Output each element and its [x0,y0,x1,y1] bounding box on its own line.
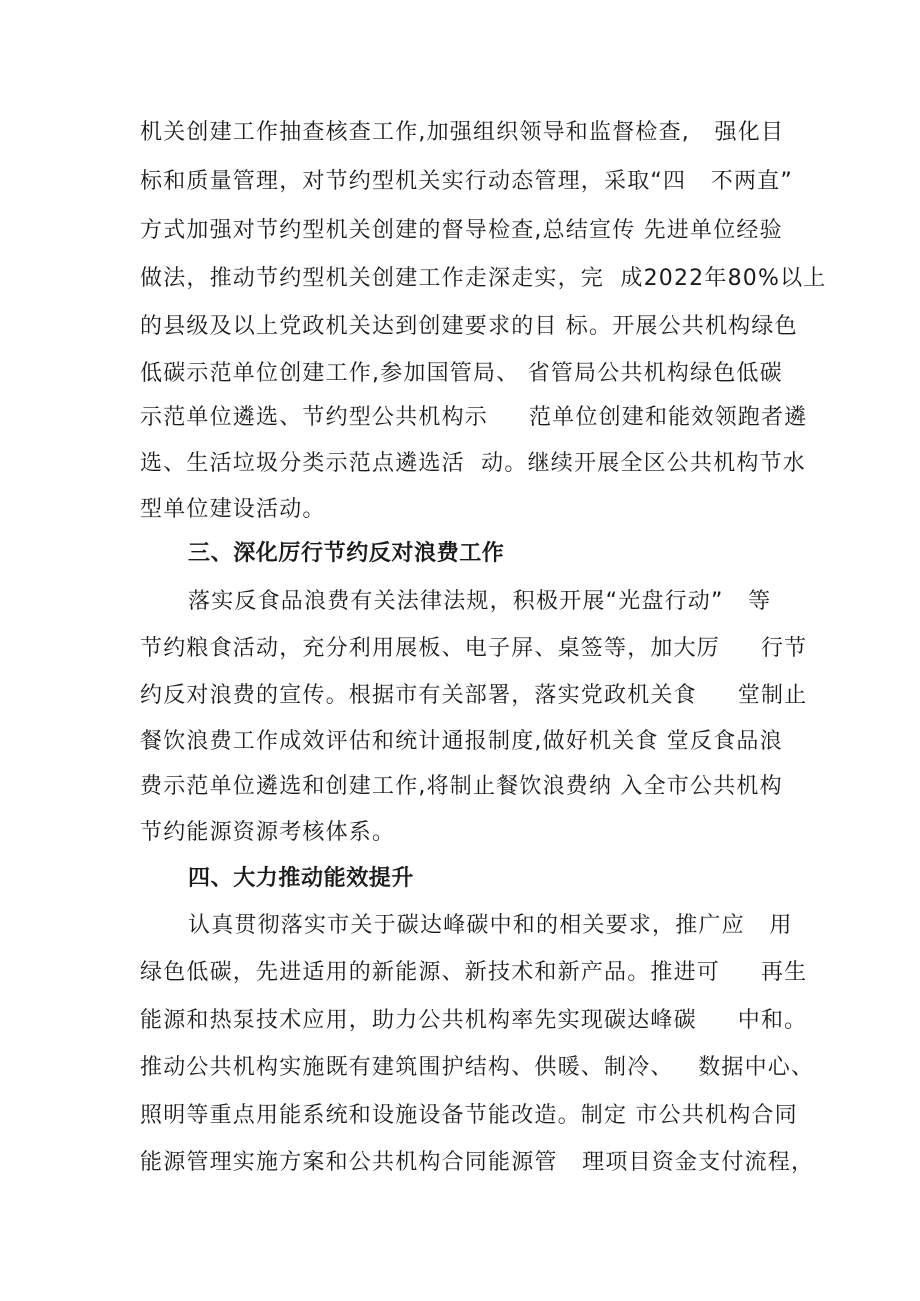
paragraph-2-line-3: 约反对浪费的宣传。根据市有关部署，落实党政机关食 堂制止 [140,683,808,708]
paragraph-1-line-2: 标和质量管理，对节约型机关实行动态管理，采取“四 不两直” [140,169,793,194]
paragraph-3-line-5: 照明等重点用能系统和设施设备节能改造。制定 市公共机构合同 [140,1103,798,1128]
paragraph-2-line-5: 费示范单位遴选和创建工作,将制止餐饮浪费纳 入全市公共机构 [140,774,783,799]
paragraph-3-line-1: 认真贯彻落实市关于碳达峰碳中和的相关要求，推广应 用 [188,913,793,938]
paragraph-1-line-1: 机关创建工作抽查核查工作,加强组织领导和监督检查, 强化目 [140,120,785,145]
paragraph-1-line-3: 方式加强对节约型机关创建的督导检查,总结宣传 先进单位经验 [140,218,783,243]
paragraph-3-line-6: 能源管理实施方案和公共机构合同能源管 理项目资金支付流程， [140,1150,815,1175]
paragraph-3-line-2: 绿色低碳，先进适用的新能源、新技术和新产品。推进可 再生 [140,960,808,985]
paragraph-1-line-7: 示范单位遴选、节约型公共机构示 范单位创建和能效领跑者遴 [140,405,808,430]
paragraph-1-line-8: 选、生活垃圾分类示范点遴选活 动。继续开展全区公共机构节水 [140,451,806,476]
paragraph-1-line-9: 型单位建设活动。 [140,497,326,522]
paragraph-1-line-5: 的县级及以上党政机关达到创建要求的目 标。开展公共机构绿色 [140,314,798,339]
paragraph-1-line-4: 做法，推动节约型机关创建工作走深走实，完 成2022年80%以上 [140,266,827,291]
paragraph-3-line-4: 推动公共机构实施既有建筑围护结构、供暖、制冷、 数据中心、 [140,1055,815,1080]
paragraph-2-line-4: 餐饮浪费工作成效评估和统计通报制度,做好机关食 堂反食品浪 [140,729,783,754]
paragraph-1-line-6: 低碳示范单位创建工作,参加国管局、 省管局公共机构绿色低碳 [140,361,783,386]
paragraph-3-line-3: 能源和热泵技术应用，助力公共机构率先实现碳达峰碳 中和。 [140,1008,808,1033]
section-heading-4: 四、大力推动能效提升 [188,866,415,891]
paragraph-2-line-2: 节约粮食活动，充分利用展板、电子屏、桌签等，加大厉 行节 [140,636,808,661]
paragraph-2-line-1: 落实反食品浪费有关法律法规，积极开展“光盘行动” 等 [188,589,772,614]
paragraph-2-line-6: 节约能源资源考核体系。 [140,820,396,845]
section-heading-3: 三、深化厉行节约反对浪费工作 [188,541,505,566]
